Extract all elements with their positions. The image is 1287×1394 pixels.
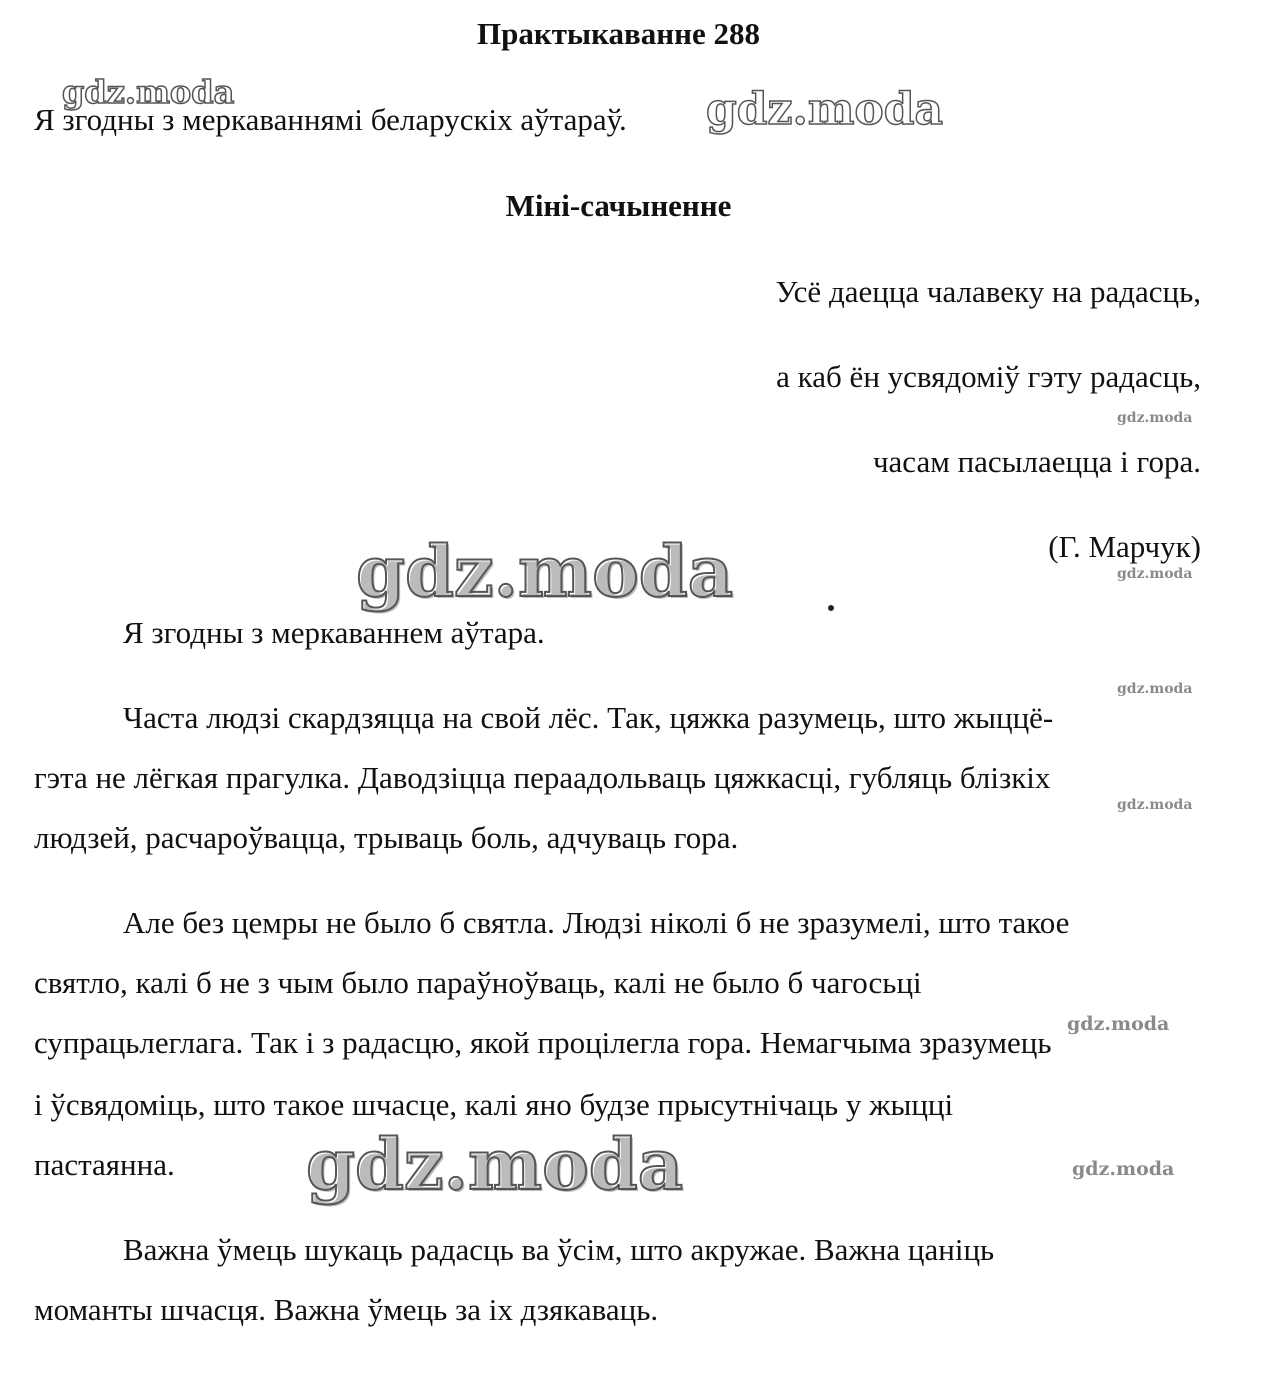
epigraph-line-2: а каб ён усвядоміў гэту радасць,	[776, 359, 1201, 394]
essay-p3-line-3: супрацьлеглага. Так і з радасцю, якой процілегла гора. Немагчыма зразумець	[34, 1025, 1052, 1060]
watermark-big-2: gdz.moda	[306, 1123, 684, 1206]
exercise-heading: Практыкаванне 288	[476, 16, 760, 51]
essay-p3-line-1: Але без цемры не было б святла. Людзі ніколі б не зразумелі, што такое	[123, 905, 1070, 940]
essay-p4-line-2: моманты шчасця. Важна ўмець за іх дзякаваць.	[34, 1292, 659, 1327]
watermark-small-6: gdz.moda	[1072, 1158, 1175, 1180]
watermark-big-1: gdz.moda	[356, 530, 734, 613]
essay-p2-line-2: гэта не лёгкая прагулка. Даводзіцца пераадольваць цяжкасці, губляць блізкіх	[34, 760, 1051, 795]
essay-p3-line-5: пастаянна.	[34, 1147, 175, 1182]
epigraph-author: (Г. Марчук)	[1048, 529, 1201, 564]
watermark-top-left: gdz.moda	[62, 73, 235, 111]
mini-essay-heading: Міні-сачыненне	[505, 188, 732, 223]
watermark-small-1: gdz.moda	[1117, 410, 1193, 426]
watermark-small-2: gdz.moda	[1117, 566, 1193, 582]
watermark-small-3: gdz.moda	[1117, 681, 1193, 697]
watermark-small-5: gdz.moda	[1067, 1013, 1170, 1035]
essay-p4-line-1: Важна ўмець шукаць радасць ва ўсім, што акружае. Важна цаніць	[123, 1232, 995, 1267]
watermark-small-4: gdz.moda	[1117, 797, 1193, 813]
epigraph-line-1: Усё даецца чалавеку на радасць,	[775, 274, 1201, 309]
watermark-top-mid: gdz.moda	[706, 84, 944, 135]
essay-p2-line-1: Часта людзі скардзяцца на свой лёс. Так, цяжка разумець, што жыццё-	[123, 700, 1054, 735]
essay-p2-line-3: людзей, расчароўвацца, трываць боль, адчуваць гора.	[34, 820, 739, 855]
essay-p3-line-2: святло, калі б не з чым было параўноўваць, калі не было б чагосьці	[34, 965, 922, 1000]
essay-p1-line-1: Я згодны з меркаваннем аўтара.	[123, 615, 545, 650]
epigraph-line-3: часам пасылаецца і гора.	[872, 444, 1201, 479]
essay-p3-line-4: і ўсвядоміць, што такое шчасце, калі яно будзе прысутнічаць у жыцці	[34, 1087, 954, 1122]
intro-line: Я згодны з меркаваннямі беларускіх аўтараў.	[34, 102, 627, 137]
stray-dot	[828, 605, 834, 611]
